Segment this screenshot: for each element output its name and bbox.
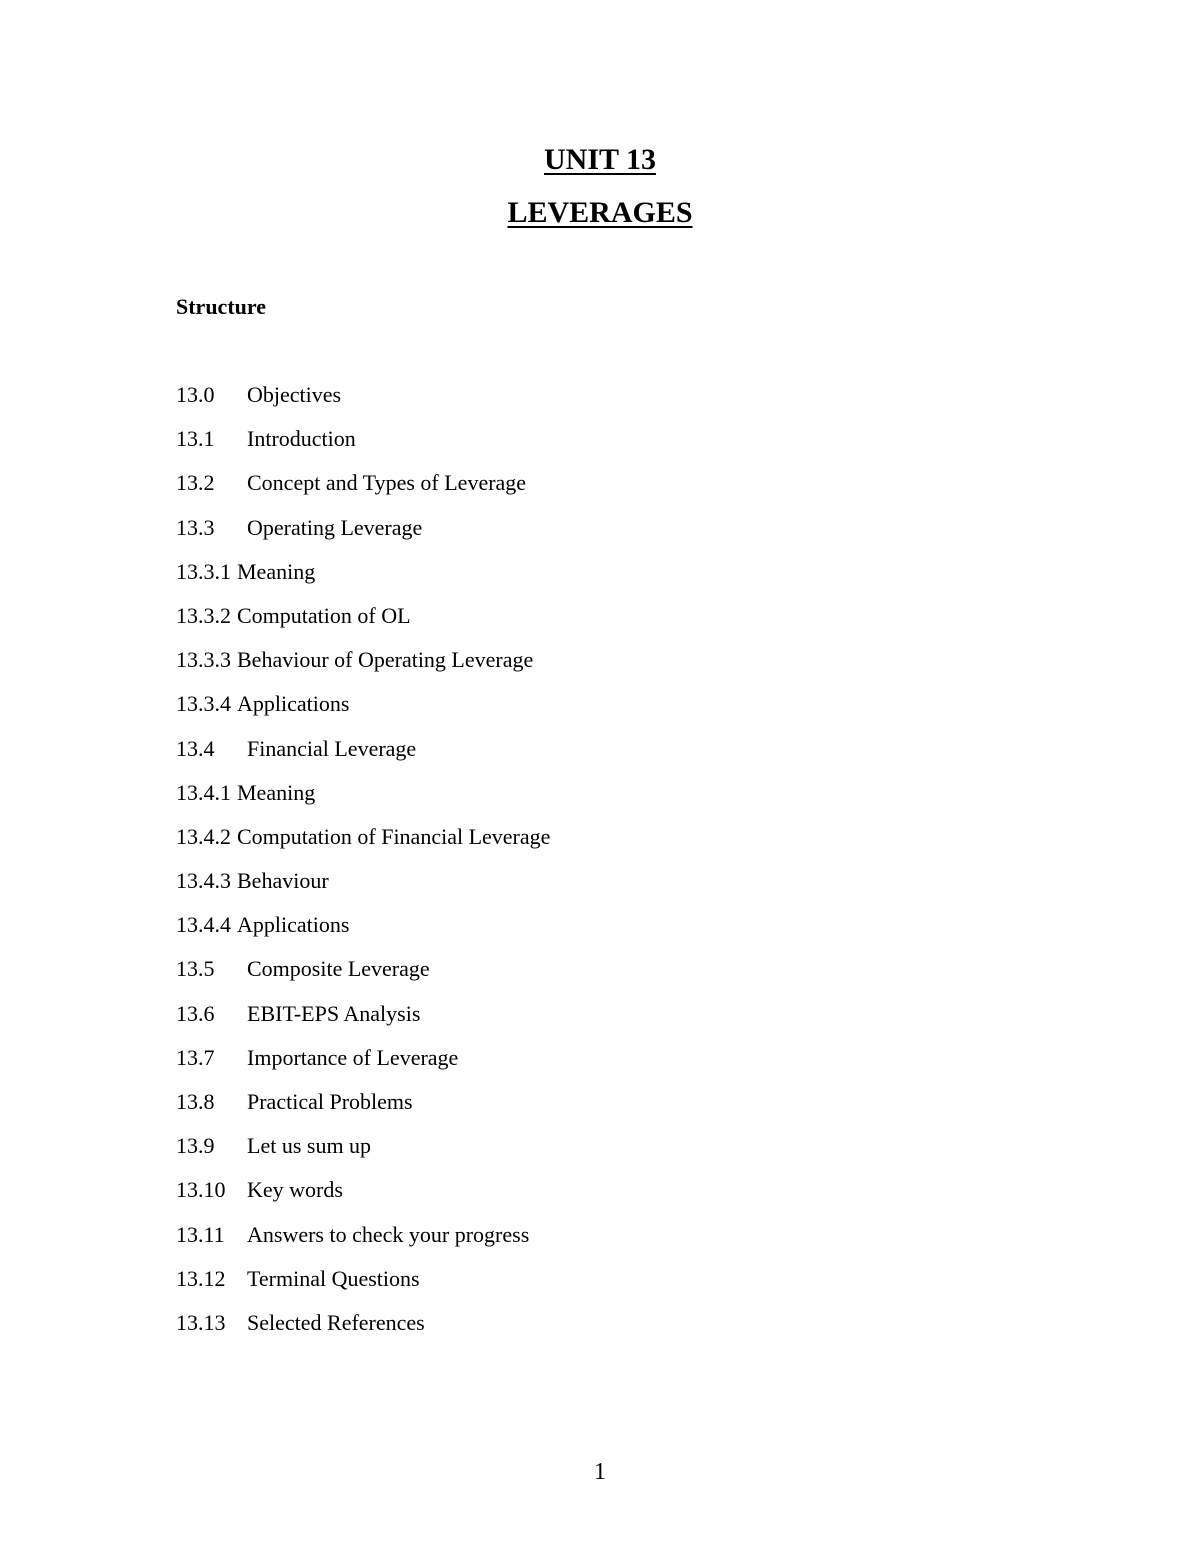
toc-item-number: 13.3.2 <box>176 602 231 628</box>
toc-item-number: 13.3 <box>176 514 215 540</box>
toc-item <box>176 557 550 601</box>
toc-item <box>176 954 550 998</box>
toc-item-label: Let us sum up <box>247 1133 372 1159</box>
toc-item-label: Answers to check your progress <box>247 1221 530 1247</box>
toc-item-number: 13.3.4 <box>176 691 231 717</box>
table-of-contents <box>176 380 550 1352</box>
toc-item-label: Practical Problems <box>247 1089 413 1114</box>
toc-item-number: 13.2 <box>176 470 215 496</box>
toc-item <box>176 468 550 512</box>
toc-item <box>176 1131 550 1175</box>
toc-item-label: Computation of Financial Leverage <box>237 823 551 849</box>
toc-item <box>176 866 550 910</box>
toc-item <box>176 822 550 866</box>
toc-item-number: 13.3.3 <box>176 647 231 673</box>
toc-item-label: Meaning <box>237 779 316 805</box>
toc-item <box>176 601 550 645</box>
toc-item-label: Operating Leverage <box>247 514 423 540</box>
toc-item <box>176 778 550 822</box>
toc-item-label: Key words <box>247 1177 343 1203</box>
toc-item-label: Concept and Types of Leverage <box>247 470 527 496</box>
page-number: 1 <box>594 1459 606 1485</box>
toc-item-label: EBIT-EPS Analysis <box>247 1000 421 1026</box>
toc-item-number: 13.5 <box>176 956 215 982</box>
toc-item <box>176 1043 550 1087</box>
toc-item <box>176 1087 550 1131</box>
toc-item-number: 13.1 <box>176 426 215 452</box>
toc-item-number: 13.0 <box>176 382 215 407</box>
toc-item-label: Computation of OL <box>237 602 411 628</box>
toc-item-number: 13.8 <box>176 1089 215 1114</box>
toc-item <box>176 910 550 954</box>
toc-item-label: Selected References <box>247 1309 425 1335</box>
toc-item-label: Applications <box>237 912 350 938</box>
toc-item <box>176 999 550 1043</box>
unit-heading-text: UNIT 13 <box>544 143 656 176</box>
toc-item <box>176 513 550 557</box>
toc-item-number: 13.11 <box>176 1221 225 1247</box>
structure-label: Structure <box>176 294 267 319</box>
toc-item <box>176 645 550 689</box>
toc-item-label: Behaviour <box>237 868 329 894</box>
toc-item-number: 13.4.4 <box>176 912 231 938</box>
toc-item-label: Importance of Leverage <box>247 1044 459 1070</box>
toc-item-number: 13.12 <box>176 1265 226 1291</box>
toc-item-number: 13.13 <box>176 1309 226 1335</box>
toc-item-label: Terminal Questions <box>247 1265 420 1291</box>
toc-item <box>176 1175 550 1219</box>
toc-item-number: 13.4.2 <box>176 823 231 849</box>
toc-item <box>176 689 550 733</box>
page-title-text: LEVERAGES <box>507 196 693 229</box>
toc-item-number: 13.9 <box>176 1133 215 1159</box>
toc-item-number: 13.4 <box>176 735 215 761</box>
toc-item-label: Applications <box>237 691 350 717</box>
toc-item <box>176 1308 550 1352</box>
toc-item <box>176 424 550 468</box>
toc-item-number: 13.7 <box>176 1044 215 1070</box>
toc-item <box>176 1264 550 1308</box>
toc-item-label: Composite Leverage <box>247 956 430 982</box>
toc-item-number: 13.4.3 <box>176 868 231 894</box>
toc-item-label: Introduction <box>247 426 356 452</box>
page-title <box>0 195 1200 231</box>
unit-heading <box>0 142 1200 178</box>
toc-item-label: Financial Leverage <box>247 735 417 761</box>
toc-item <box>176 734 550 778</box>
toc-item-label: Behaviour of Operating Leverage <box>237 647 534 673</box>
toc-item <box>176 380 550 424</box>
toc-item-number: 13.6 <box>176 1000 215 1026</box>
toc-item-number: 13.10 <box>176 1177 226 1203</box>
toc-item-number: 13.4.1 <box>176 779 231 805</box>
toc-item-label: Meaning <box>237 558 316 584</box>
toc-item-number: 13.3.1 <box>176 558 231 584</box>
toc-item-label: Objectives <box>247 382 342 407</box>
toc-item <box>176 1220 550 1264</box>
